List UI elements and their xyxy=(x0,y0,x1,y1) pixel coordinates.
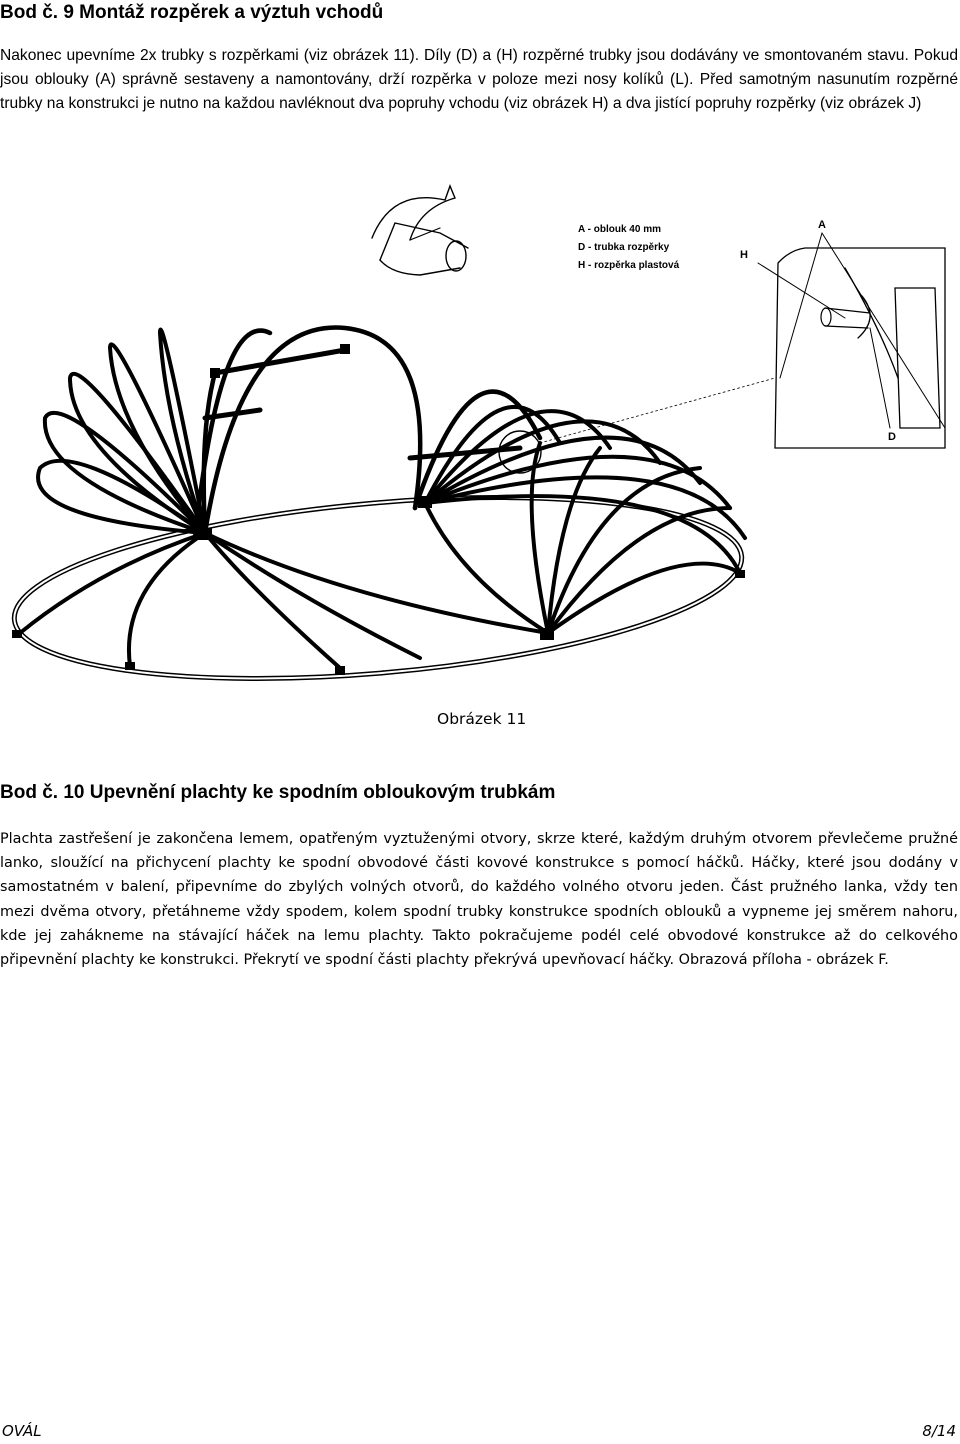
figure-caption: Obrázek 11 xyxy=(437,710,527,728)
spacer-tubes xyxy=(205,350,520,458)
figure-11-frame-illustration xyxy=(0,178,960,700)
front-arcs xyxy=(20,503,548,668)
legend-a: A - oblouk 40 mm xyxy=(578,224,661,235)
main-arches xyxy=(195,328,540,538)
section-9-paragraph: Nakonec upevníme 2x trubky s rozpěrkami (viz obrázek 11). Díly (D) a (H) rozpěrné trubky jsou dodávány ve smontovaném stavu. Pokud jsou oblouky (A) správně sestaveny a namontovány, drží rozpěrka v poloze mezi nosy kolíků (L). Před samotným nasunutím rozpěrné trubky na konstrukci je nutno na každou navléknout dva popruhy vchodu (viz obrázek H) a dva jistící popruhy rozpěrky (viz obrázek J) xyxy=(0,47,958,112)
footer-page-number: 8/14 xyxy=(922,1422,956,1440)
detail-inset xyxy=(758,233,945,448)
detail-label-d: D xyxy=(888,431,896,443)
detail-label-h: H xyxy=(740,249,748,261)
section-10-paragraph: Plachta zastřešení je zakončena lemem, opatřeným vyztuženými otvory, skrze které, každým druhým otvorem převlečeme pružné lanko, sloužící na přichycení plachty ke spodní obvodové části kovové konstrukce s pomocí háčků. Háčky, které jsou dodány v samostatném v balení, připevníme do zbylých volných otvorů, do každého volného otvoru jeden. Část pružného lanka, vždy ten mezi dvěma otvory, přetáhneme vždy spodem, kolem spodní trubky konstrukce spodních oblouků a vypneme jej směrem nahoru, kde jej zahákneme na stávající háček na lemu plachty. Takto pokračujeme podél celé obvodové konstrukce až do celkového připevnění plachty ke konstrukci. Překrytí ve spodní části plachty překrývá upevňovací háčky. Obrazová příloha - obrázek F. xyxy=(0,831,958,969)
section-10-heading: Bod č. 10 Upevnění plachty ke spodním obloukovým trubkám xyxy=(0,782,556,803)
footer-document-name: OVÁL xyxy=(2,1422,42,1440)
legend-d: D - trubka rozpěrky xyxy=(578,242,670,253)
detail-label-a: A xyxy=(818,219,826,231)
legend-h: H - rozpěrka plastová xyxy=(578,260,680,271)
section-9-heading: Bod č. 9 Montáž rozpěrek a výztuh vchodů xyxy=(0,2,384,23)
arcs-left-fan xyxy=(38,330,205,533)
spacer-part-detail xyxy=(372,186,468,275)
